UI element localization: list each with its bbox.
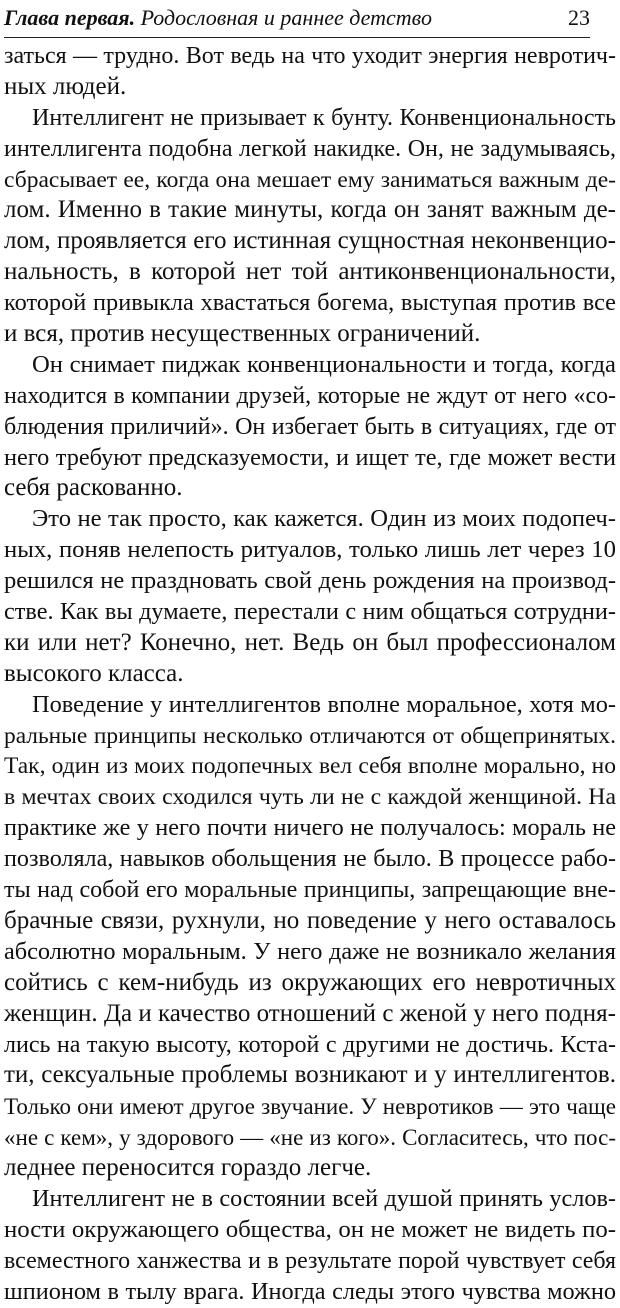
- text-line: лись на такую высоту, которой с другими не достичь. Кста-: [4, 1031, 616, 1058]
- text-line: Только они имеют другое звучание. У невротиков — это чаще: [4, 1093, 616, 1120]
- text-line: себя раскованно.: [4, 474, 183, 502]
- text-line: и вся, против несущественных ограничений.: [4, 320, 481, 348]
- text-line: Поведение у интеллигентов вполне моральное, хотя мо-: [32, 690, 616, 718]
- section-title: Родословная и раннее детство: [140, 5, 432, 30]
- text-line: лом. Именно в такие минуты, когда он занят важным де-: [4, 196, 616, 224]
- text-line: заться — трудно. Вот ведь на что уходит энергия невротич-: [4, 43, 616, 69]
- text-line: Так, один из моих подопечных вел себя вполне морально, но: [4, 753, 616, 780]
- text-line: Интеллигент не в состоянии всей душой принять услов-: [32, 1184, 616, 1212]
- text-line: позволяла, навыков обольщения не было. В процессе рабо-: [4, 846, 616, 873]
- text-line: «не с кем», у здорового — «не из кого». Согласитесь, что пос-: [4, 1124, 616, 1151]
- text-line: сойтись с кем-нибудь из окружающих его невротичных: [4, 968, 616, 996]
- text-line: Интеллигент не призывает к бунту. Конвенциональность: [32, 104, 616, 131]
- text-line: практике же у него почти ничего не получалось: мораль не: [4, 814, 616, 842]
- text-line: Он снимает пиджак конвенциональности и тогда, когда: [32, 350, 616, 378]
- header-title: [4, 5, 432, 31]
- text-line: лом, проявляется его истинная сущностная неконвенцио-: [4, 227, 616, 255]
- body-text: [4, 41, 616, 1308]
- text-line: него требуют предсказуемости, и ищет те, где может вести: [4, 443, 616, 471]
- text-line: ных людей.: [4, 72, 127, 100]
- text-line: ральные принципы несколько отличаются от общепринятых.: [4, 722, 616, 749]
- text-line: шпионом в тылу врага. Иногда следы этого чувства можно: [4, 1277, 616, 1305]
- text-line: Это не так просто, как кажется. Один из моих подопеч-: [32, 505, 616, 533]
- text-line: всеместного ханжества и в результате порой чувствует себя: [4, 1247, 616, 1274]
- text-line: высокого класса.: [4, 659, 184, 687]
- text-line: решился не праздновать свой день рождения на производ-: [4, 567, 616, 595]
- chapter-label: Глава первая.: [4, 5, 136, 30]
- page-number: 23: [568, 5, 590, 30]
- text-line: леднее переносится гораздо легче.: [4, 1154, 372, 1182]
- text-line: абсолютно моральным. У него даже не возникало желания: [4, 937, 616, 965]
- text-line: брачные связи, рухнули, но поведение у него оставалось: [4, 906, 616, 934]
- running-header: [4, 3, 590, 38]
- text-line: женщин. Да и качество отношений с женой у него подня-: [4, 999, 616, 1027]
- text-line: ты над собой его моральные принципы, запрещающие вне-: [4, 877, 616, 904]
- text-line: ности окружающего общества, он не может не видеть по-: [4, 1215, 616, 1243]
- text-line: интеллигента подобна легкой накидке. Он, не задумываясь,: [4, 135, 616, 162]
- text-line: нальность, в которой нет той антиконвенциональности,: [4, 258, 616, 286]
- text-line: сбрасывает ее, когда она мешает ему заниматься важным де-: [4, 166, 616, 193]
- text-line: находится в компании друзей, которые не ждут от него «со-: [4, 382, 616, 409]
- text-line: ки или нет? Конечно, нет. Ведь он был профессионалом: [4, 628, 616, 656]
- text-line: в мечтах своих сходился чуть ли не с каждой женщиной. На: [4, 784, 616, 811]
- text-line: ти, сексуальные проблемы возникают и у интеллигентов.: [4, 1061, 616, 1089]
- text-line: которой привыкла хвастаться богема, выступая против все: [4, 289, 616, 317]
- text-line: блюдения приличий». Он избегает быть в ситуациях, где от: [4, 413, 616, 440]
- text-line: стве. Как вы думаете, перестали с ним общаться сотрудни-: [4, 598, 616, 626]
- text-line: ных, поняв нелепость ритуалов, только лишь лет через 10: [4, 536, 616, 564]
